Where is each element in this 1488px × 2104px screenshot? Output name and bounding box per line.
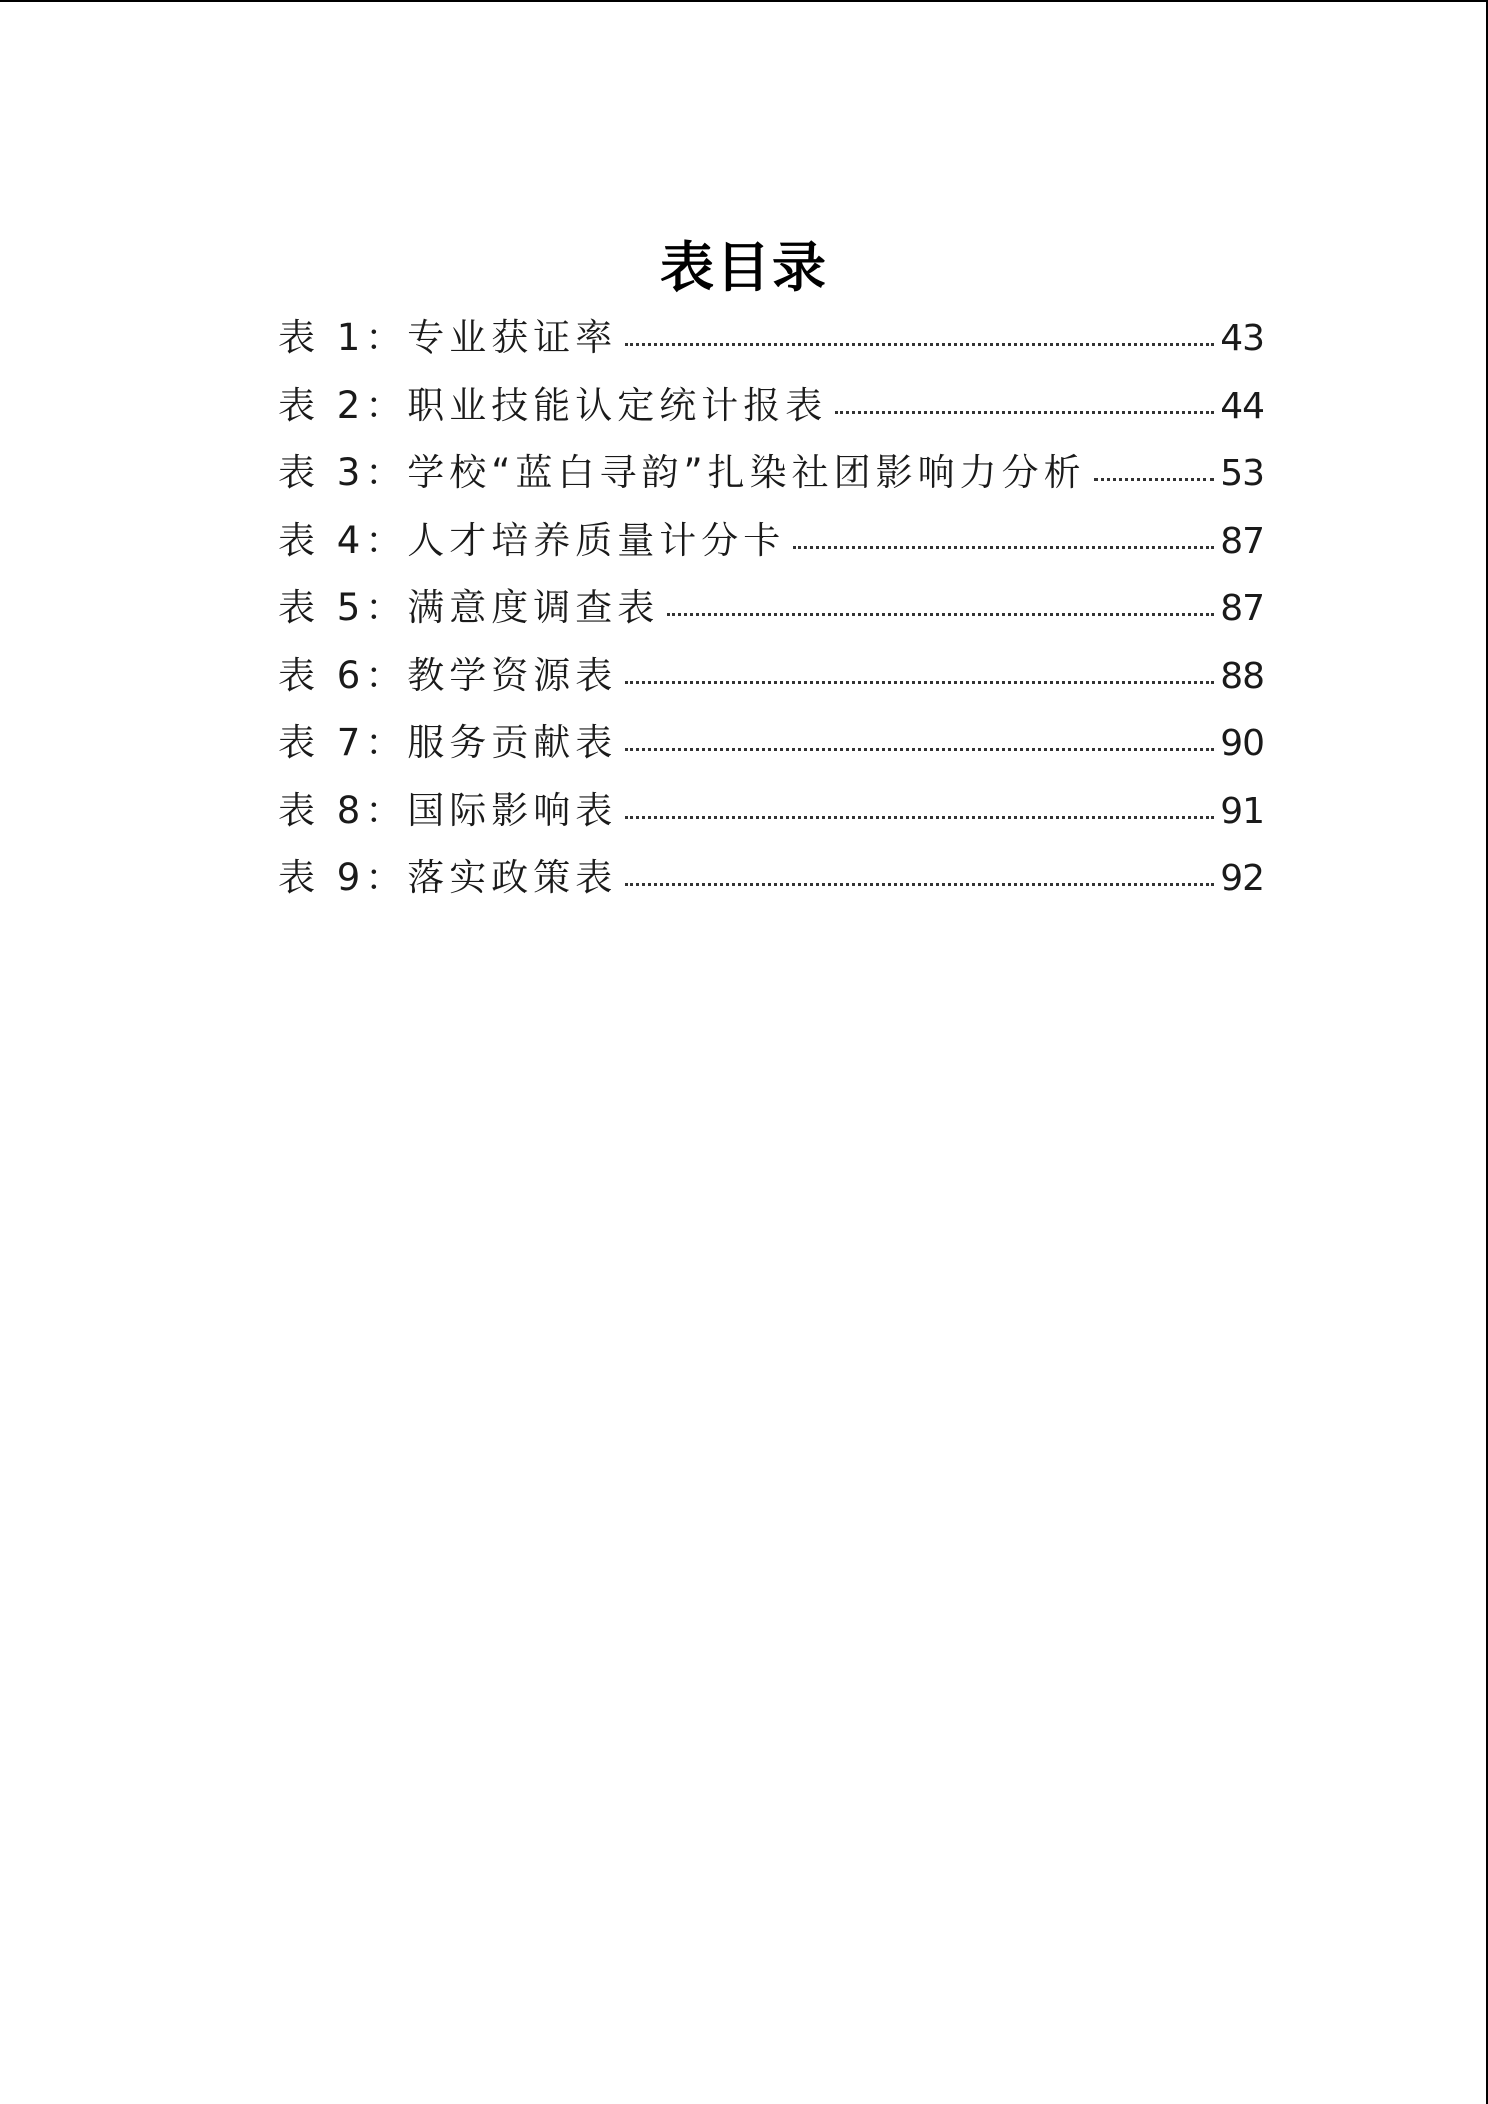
toc-page-number: 43: [1220, 318, 1264, 359]
toc-page-number: 87: [1220, 520, 1264, 562]
toc-page-number: 92: [1220, 858, 1264, 899]
toc-page-number: 53: [1220, 453, 1264, 494]
toc-entry[interactable]: [278, 642, 1264, 710]
toc-dot-leader: [1094, 478, 1215, 481]
toc-entry-label: 表 4：人才培养质量计分卡: [278, 518, 786, 562]
toc-entry[interactable]: [278, 777, 1264, 845]
toc-entry-label: 表 8：国际影响表: [278, 788, 618, 832]
toc-entry[interactable]: [278, 372, 1264, 440]
toc-dot-leader: [625, 816, 1214, 819]
toc-page-number: 44: [1220, 385, 1264, 427]
toc-page-number: 91: [1220, 790, 1264, 832]
toc-dot-leader: [667, 613, 1214, 616]
toc-dot-leader: [625, 343, 1214, 346]
toc-dot-leader: [793, 546, 1214, 549]
toc-entry[interactable]: [278, 844, 1264, 912]
toc-dot-leader: [625, 681, 1214, 684]
page-title: 表目录: [660, 235, 828, 300]
toc-entry-label: 表 5：满意度调查表: [278, 586, 660, 629]
toc-entry[interactable]: [278, 507, 1264, 575]
toc-dot-leader: [625, 883, 1214, 886]
toc-entry-label: 表 2：职业技能认定统计报表: [278, 383, 828, 427]
toc-page-number: 88: [1220, 655, 1264, 697]
toc-entry[interactable]: [278, 439, 1264, 507]
toc-entry-label: 表 9：落实政策表: [278, 856, 618, 899]
toc-dot-leader: [625, 748, 1214, 751]
toc-entry-label: 表 3：学校“蓝白寻韵”扎染社团影响力分析: [278, 451, 1086, 494]
toc-entry[interactable]: [278, 574, 1264, 642]
toc-entry-label: 表 1：专业获证率: [278, 316, 618, 359]
page-top-border: [0, 0, 1488, 2]
toc-dot-leader: [835, 411, 1214, 414]
table-of-tables: [278, 304, 1264, 912]
toc-page-number: 87: [1220, 588, 1264, 629]
toc-entry-label: 表 7：服务贡献表: [278, 721, 618, 764]
toc-entry-label: 表 6：教学资源表: [278, 653, 618, 697]
toc-page-number: 90: [1220, 723, 1264, 764]
toc-entry[interactable]: [278, 709, 1264, 777]
toc-entry[interactable]: [278, 304, 1264, 372]
